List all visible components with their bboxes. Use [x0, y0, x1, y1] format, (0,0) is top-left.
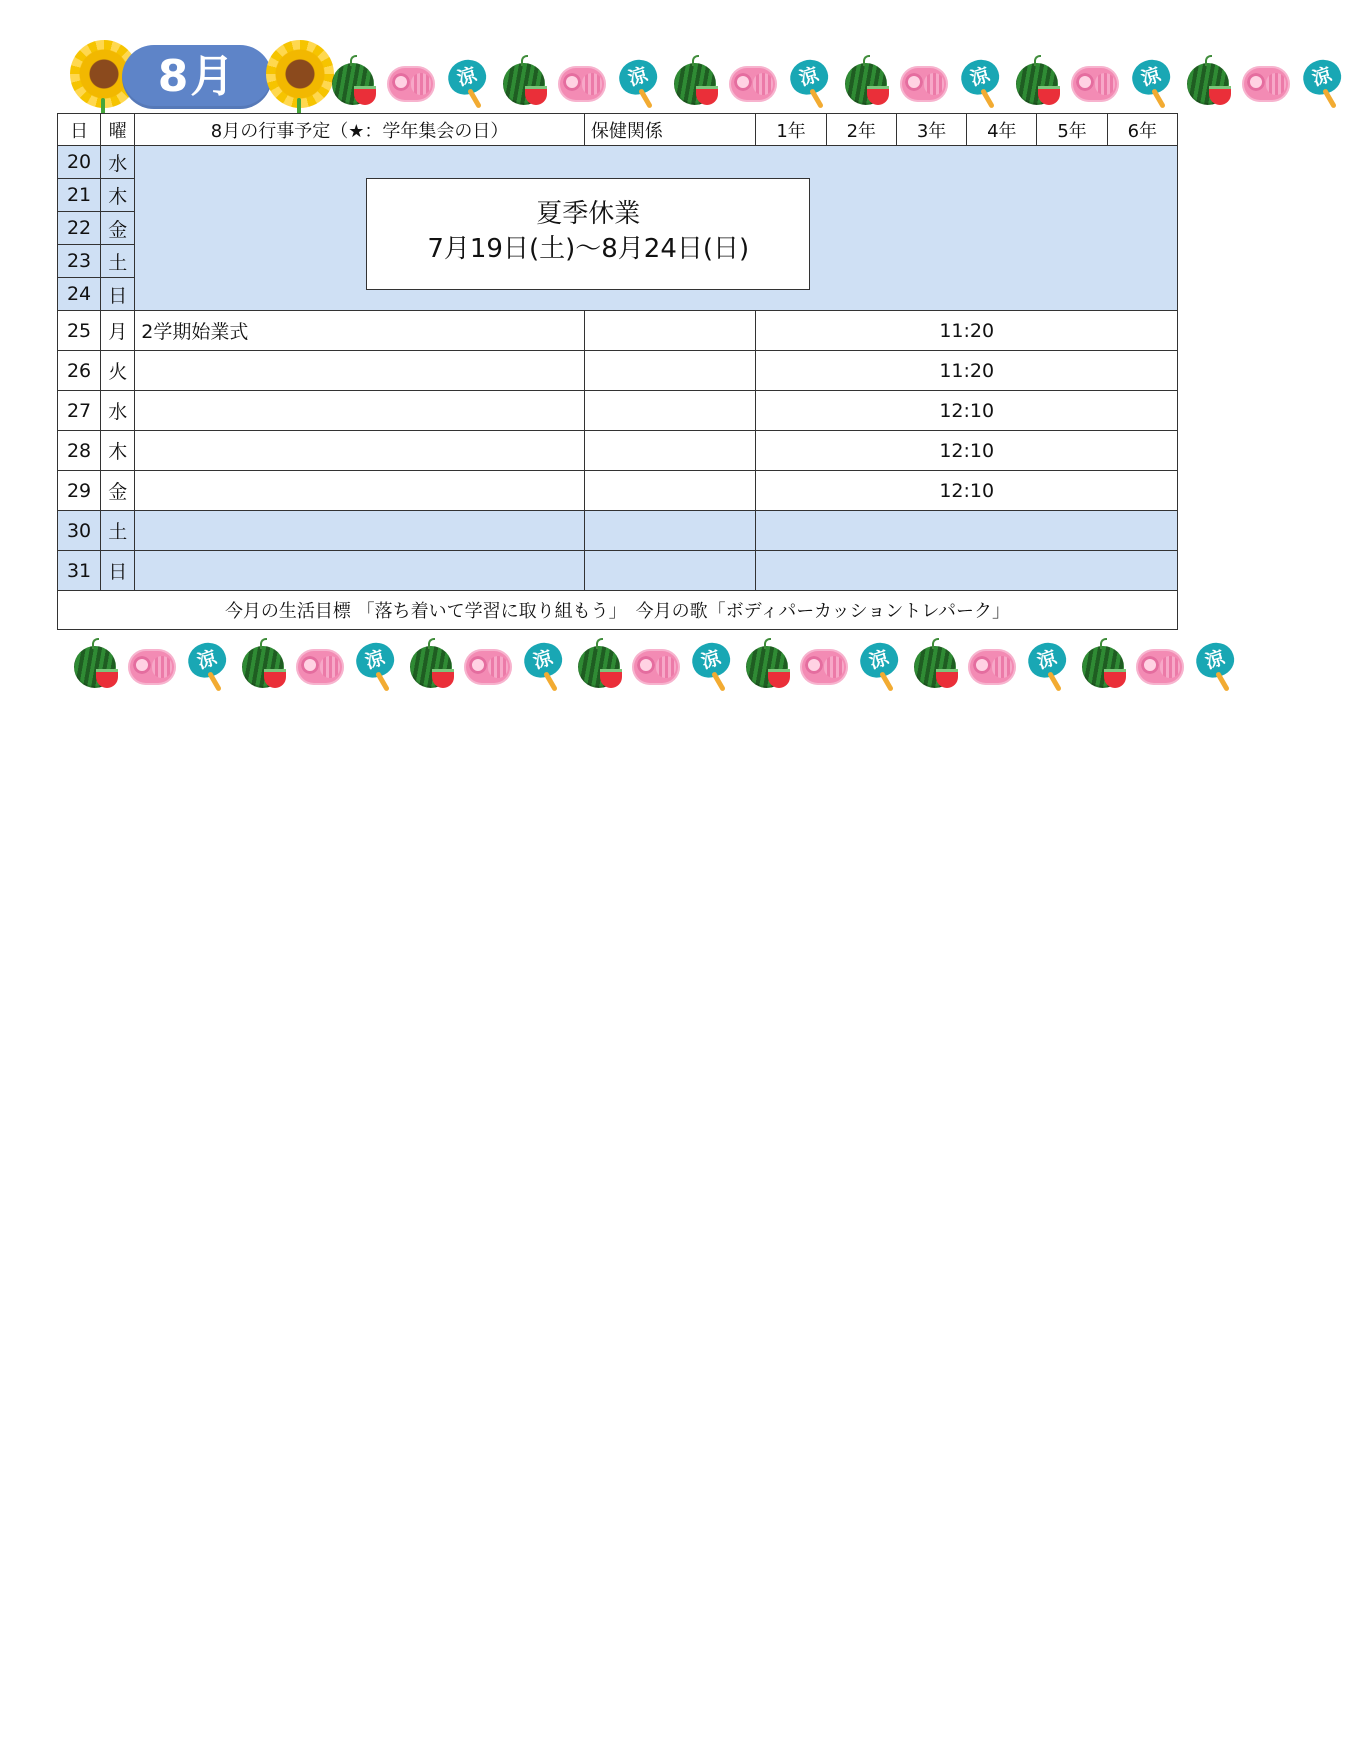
grade4-column-header: 4年 — [967, 114, 1037, 146]
fan-icon: 涼 — [1028, 643, 1070, 691]
monthly-goal-song-cell: 今月の生活目標 「落ち着いて学習に取り組もう」 今月の歌「ボディパーカッショントレパーク」 — [58, 591, 1178, 630]
fan-icon: 涼 — [188, 643, 230, 691]
dismissal-time-cell: 12:10 — [756, 431, 1178, 471]
date-cell: 21 — [58, 179, 101, 212]
weekday-cell: 水 — [101, 391, 135, 431]
health-cell — [584, 351, 756, 391]
watermelon-icon — [914, 646, 956, 688]
date-cell: 22 — [58, 212, 101, 245]
weekday-cell: 金 — [101, 212, 135, 245]
date-cell: 23 — [58, 245, 101, 278]
fan-icon: 涼 — [356, 643, 398, 691]
grade2-column-header: 2年 — [826, 114, 896, 146]
dismissal-time-cell: 12:10 — [756, 391, 1178, 431]
table-row — [58, 146, 1178, 179]
summer-vacation-period: 7月19日(土)～8月24日(日) — [427, 234, 750, 265]
weekday-cell: 月 — [101, 311, 135, 351]
weekday-cell: 金 — [101, 471, 135, 511]
fan-icon: 涼 — [692, 643, 734, 691]
date-cell: 27 — [58, 391, 101, 431]
grade6-column-header: 6年 — [1107, 114, 1177, 146]
table-row — [58, 471, 1178, 511]
table-row — [58, 511, 1178, 551]
grade3-column-header: 3年 — [896, 114, 966, 146]
table-row — [58, 311, 1178, 351]
date-cell: 20 — [58, 146, 101, 179]
fan-icon: 涼 — [860, 643, 902, 691]
health-cell — [584, 431, 756, 471]
date-column-header: 日 — [58, 114, 101, 146]
pig-icon — [1136, 649, 1184, 685]
health-cell — [584, 471, 756, 511]
health-cell — [584, 511, 756, 551]
weekday-cell: 木 — [101, 179, 135, 212]
watermelon-icon — [410, 646, 452, 688]
dismissal-time-cell — [756, 511, 1178, 551]
watermelon-icon — [242, 646, 284, 688]
date-cell: 26 — [58, 351, 101, 391]
monthly-goal-row — [58, 591, 1178, 630]
watermelon-icon — [1187, 63, 1229, 105]
weekday-column-header: 曜 — [101, 114, 135, 146]
sunflower-icon — [266, 40, 334, 108]
weekday-cell: 火 — [101, 351, 135, 391]
event-cell — [135, 471, 585, 511]
health-cell — [584, 311, 756, 351]
pig-icon — [1071, 66, 1119, 102]
august-schedule-table — [57, 113, 1178, 630]
table-header-row — [58, 114, 1178, 146]
watermelon-icon — [674, 63, 716, 105]
dismissal-time-cell: 12:10 — [756, 471, 1178, 511]
health-column-header: 保健関係 — [584, 114, 756, 146]
event-cell — [135, 351, 585, 391]
date-cell: 24 — [58, 278, 101, 311]
watermelon-icon — [332, 63, 374, 105]
fan-icon: 涼 — [790, 60, 832, 108]
fan-icon: 涼 — [448, 60, 490, 108]
watermelon-icon — [746, 646, 788, 688]
event-cell — [135, 511, 585, 551]
month-badge — [122, 45, 272, 109]
dismissal-time-cell: 11:20 — [756, 351, 1178, 391]
pig-icon — [800, 649, 848, 685]
top-summer-decoration — [332, 55, 1345, 113]
fan-icon: 涼 — [1196, 643, 1238, 691]
pig-icon — [900, 66, 948, 102]
pig-icon — [1242, 66, 1290, 102]
pig-icon — [558, 66, 606, 102]
events-column-header: 8月の行事予定（★：学年集会の日） — [135, 114, 585, 146]
table-row — [58, 351, 1178, 391]
fan-icon: 涼 — [619, 60, 661, 108]
pig-icon — [128, 649, 176, 685]
watermelon-icon — [503, 63, 545, 105]
weekday-cell: 土 — [101, 245, 135, 278]
fan-icon: 涼 — [1132, 60, 1174, 108]
table-row — [58, 431, 1178, 471]
grade5-column-header: 5年 — [1037, 114, 1107, 146]
date-cell: 31 — [58, 551, 101, 591]
event-cell — [135, 551, 585, 591]
pig-icon — [464, 649, 512, 685]
fan-icon: 涼 — [524, 643, 566, 691]
watermelon-icon — [578, 646, 620, 688]
weekday-cell: 土 — [101, 511, 135, 551]
pig-icon — [968, 649, 1016, 685]
weekday-cell: 日 — [101, 551, 135, 591]
pig-icon — [729, 66, 777, 102]
summer-vacation-area — [135, 146, 1178, 311]
date-cell: 29 — [58, 471, 101, 511]
pig-icon — [387, 66, 435, 102]
dismissal-time-cell — [756, 551, 1178, 591]
date-cell: 25 — [58, 311, 101, 351]
health-cell — [584, 391, 756, 431]
watermelon-icon — [845, 63, 887, 105]
fan-icon: 涼 — [1303, 60, 1345, 108]
summer-vacation-title: 夏季休業 — [536, 199, 641, 229]
weekday-cell: 日 — [101, 278, 135, 311]
bottom-summer-decoration — [74, 638, 1238, 696]
weekday-cell: 水 — [101, 146, 135, 179]
watermelon-icon — [74, 646, 116, 688]
event-cell: 2学期始業式 — [135, 311, 585, 351]
health-cell — [584, 551, 756, 591]
watermelon-icon — [1016, 63, 1058, 105]
date-cell: 28 — [58, 431, 101, 471]
pig-icon — [296, 649, 344, 685]
fan-icon: 涼 — [961, 60, 1003, 108]
event-cell — [135, 431, 585, 471]
dismissal-time-cell: 11:20 — [756, 311, 1178, 351]
event-cell — [135, 391, 585, 431]
table-row — [58, 551, 1178, 591]
watermelon-icon — [1082, 646, 1124, 688]
month-label: 8月 — [157, 51, 237, 102]
pig-icon — [632, 649, 680, 685]
weekday-cell: 木 — [101, 431, 135, 471]
date-cell: 30 — [58, 511, 101, 551]
summer-vacation-box — [366, 178, 810, 290]
grade1-column-header: 1年 — [756, 114, 826, 146]
table-row — [58, 391, 1178, 431]
